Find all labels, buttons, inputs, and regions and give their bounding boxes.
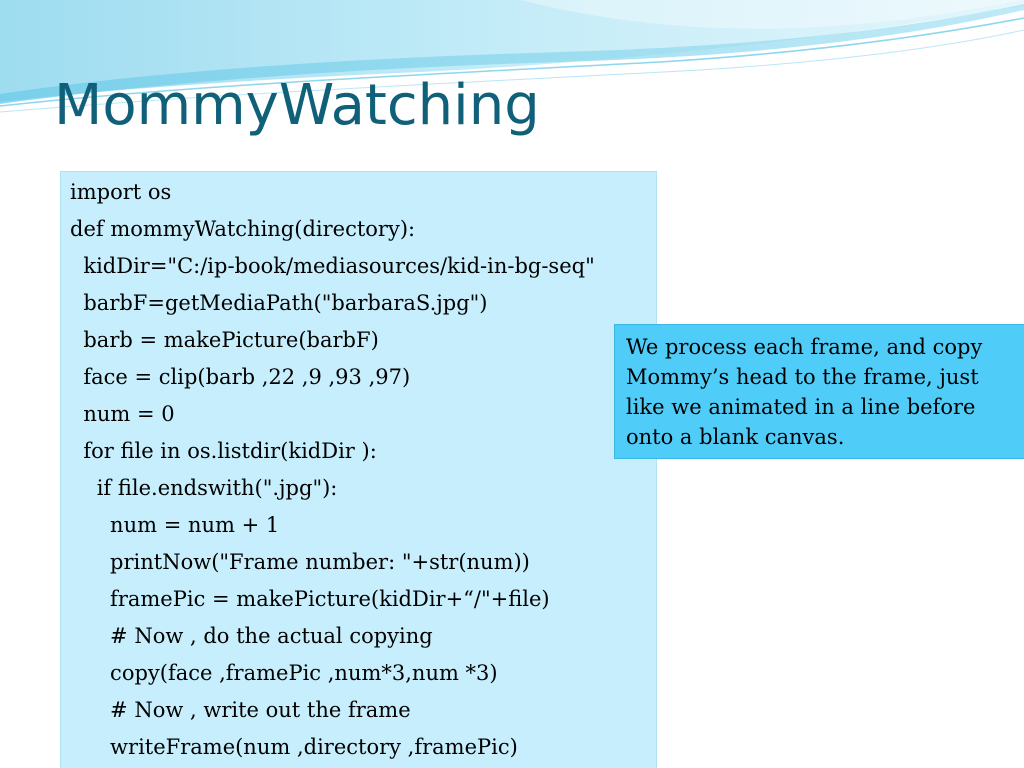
callout-line: like we animated in a line before — [626, 395, 976, 419]
code-line: for file in os.listdir(kidDir ): — [70, 439, 377, 463]
code-line: printNow("Frame number: "+str(num)) — [70, 550, 530, 574]
code-line: num = 0 — [70, 402, 175, 426]
code-line: face = clip(barb ,22 ,9 ,93 ,97) — [70, 365, 411, 389]
code-line: # Now , do the actual copying — [70, 624, 433, 648]
code-line: copy(face ,framePic ,num*3,num *3) — [70, 661, 498, 685]
code-block — [60, 171, 657, 768]
code-line: num = num + 1 — [70, 513, 280, 537]
code-line: kidDir="C:/ip-book/mediasources/kid-in-bg-seq" — [70, 254, 595, 278]
code-line: if file.endswith(".jpg"): — [70, 476, 338, 500]
callout-line: Mommy’s head to the frame, just — [626, 365, 979, 389]
slide-title: MommyWatching — [54, 73, 540, 138]
explanation-callout — [614, 324, 1024, 459]
code-line: def mommyWatching(directory): — [70, 217, 416, 241]
code-line: barb = makePicture(barbF) — [70, 328, 379, 352]
code-line: import os — [70, 180, 172, 204]
callout-line: onto a blank canvas. — [626, 425, 845, 449]
code-line: writeFrame(num ,directory ,framePic) — [70, 735, 518, 759]
code-line: # Now , write out the frame — [70, 698, 411, 722]
code-line: framePic = makePicture(kidDir+“/"+file) — [70, 587, 550, 611]
callout-line: We process each frame, and copy — [626, 335, 983, 359]
code-line: barbF=getMediaPath("barbaraS.jpg") — [70, 291, 488, 315]
